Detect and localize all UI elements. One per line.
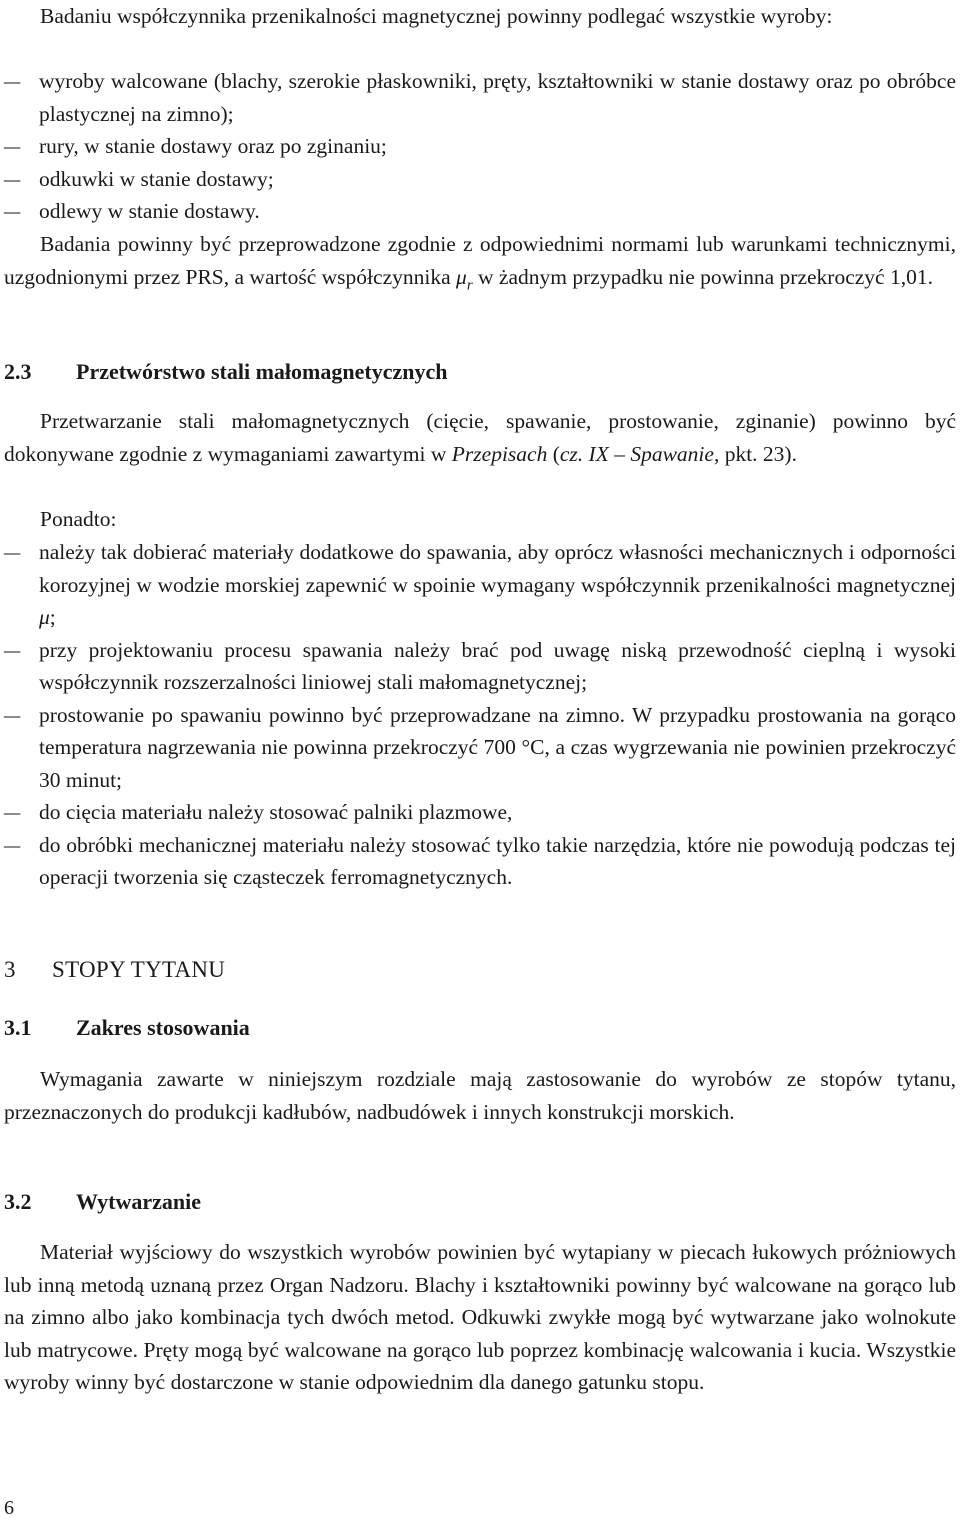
mu-symbol: μ [39,605,50,629]
list-item: – odlewy w stanie dostawy. [4,195,956,228]
reference-part-ix: cz. IX – Spawanie [559,441,714,466]
tests-paragraph: Badania powinny być przeprowadzone zgodnie z odpowiednimi normami lub warunkami technicznymi, uzgodnionymi przez PRS, a wartość współczynnika $\mu_r$ w żadnym przypadku nie powinna przekroczyć 1,01. [4,232,956,293]
dash-bullet-icon [4,536,28,569]
dash-bullet-icon [4,634,28,667]
intro-product-list [4,65,956,228]
section-title: STOPY TYTANU [52,957,226,982]
mu-subscript: r [466,276,473,293]
list-item: – przy projektowaniu procesu spawania należy brać pod uwagę niską przewodność cieplną i wysoki współczynnik rozszerzalności liniowej stali małomagnetycznej; [4,634,956,699]
dash-bullet-icon [4,163,28,196]
dash-bullet-icon [4,130,28,163]
page-number: 6 [4,1497,14,1519]
ponadto-label: Ponadto: [40,507,117,531]
section-title: Przetwórstwo stali małomagnetycznych [76,359,448,384]
mu-symbol: μ [456,264,467,289]
dash-bullet-icon [4,829,28,862]
processing-paragraph: Przetwarzanie stali małomagnetycznych (cięcie, spawanie, prostowanie, zginanie) powinno być dokonywane zgodnie z wymaganiami zawartymi w Przepisach (cz. IX – Spawanie, pkt. 23). [4,409,956,466]
section-number: 3 [4,957,16,982]
section-heading-2-3 [4,356,956,389]
scope-paragraph: Wymagania zawarte w niniejszym rozdziale mają zastosowanie do wyrobów ze stopów tytanu, przeznaczonych do produkcji kadłubów, nadbudówek i innych konstrukcji morskich. [4,1067,956,1124]
dash-bullet-icon [4,195,28,228]
section-title: Zakres stosowania [76,1015,250,1040]
processing-requirements-list [4,536,956,894]
list-item: – rury, w stanie dostawy oraz po zginaniu; [4,130,956,163]
section-title: Wytwarzanie [76,1189,202,1214]
dash-bullet-icon [4,796,28,829]
section-number: 3.1 [4,1015,32,1040]
dash-bullet-icon [4,699,28,732]
list-item: – do obróbki mechanicznej materiału należy stosować tylko takie narzędzia, które nie powodują podczas tej operacji tworzenia się cząsteczek ferromagnetycznych. [4,829,956,894]
list-item: – prostowanie po spawaniu powinno być przeprowadzane na zimno. W przypadku prostowania na gorąco temperatura nagrzewania nie powinna przekroczyć 700 °C, a czas wygrzewania nie powinien przekroczyć 30 minut; [4,699,956,797]
section-heading-3 [4,954,956,987]
manufacturing-paragraph: Materiał wyjściowy do wszystkich wyrobów powinien być wytapiany w piecach łukowych próżniowych lub inną metodą uznaną przez Organ Nadzoru. Blachy i kształtowniki powinny być walcowane na gorąco lub na zimno albo jako kombinacja tych dwóch metod. Odkuwki zwykłe mogą być wytwarzane jako wolnokute lub matrycowe. Pręty mogą być walcowane na gorąco lub poprzez kombinację walcowania i kucia. Wszystkie wyroby winny być dostarczone w stanie odpowiednim dla danego gatunku stopu. [4,1240,956,1394]
list-item: – wyroby walcowane (blachy, szerokie płaskowniki, pręty, kształtowniki w stanie dostawy oraz po obróbce plastycznej na zimno); [4,65,956,130]
reference-przepisy: Przepisach [451,441,548,466]
list-item: – odkuwki w stanie dostawy; [4,163,956,196]
list-item: – do cięcia materiału należy stosować palniki plazmowe, [4,796,956,829]
section-number: 2.3 [4,359,32,384]
section-number: 3.2 [4,1189,32,1214]
dash-bullet-icon [4,65,28,98]
section-heading-3-1 [4,1012,956,1045]
list-item: – należy tak dobierać materiały dodatkowe do spawania, aby oprócz własności mechanicznych i odporności korozyjnej w wodzie morskiej zapewnić w spoinie wymagany współczynnik przenikalności magnetycznej μ; [4,536,956,634]
section-heading-3-2 [4,1186,956,1219]
intro-paragraph: Badaniu współczynnika przenikalności magnetycznej powinny podlegać wszystkie wyroby: [40,4,833,28]
